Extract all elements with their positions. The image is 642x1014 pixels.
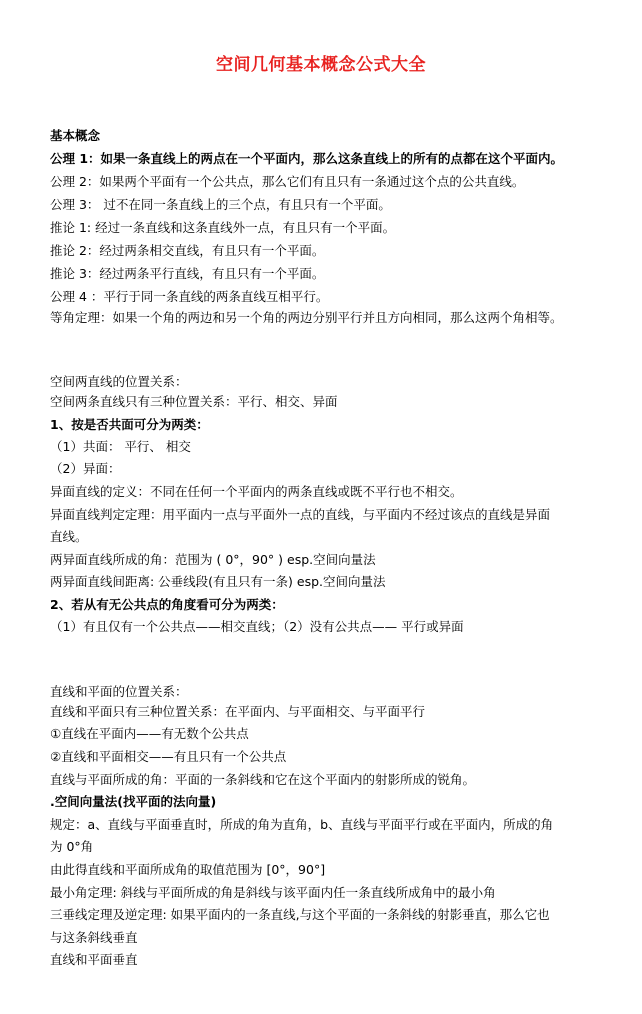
angle-rule-cont: 为 0°角 [50,839,94,854]
two-lines-relations: 空间两条直线只有三种位置关系：平行、相交、异面 [50,394,338,409]
line-plane-perpendicular: 直线和平面垂直 [50,952,138,967]
skew-distance: 两异面直线间距离: 公垂线段(有且只有一条) esp.空间向量法 [50,574,386,589]
line-in-plane: ①直线在平面内——有无数个公共点 [50,726,249,741]
section-heading-basic-concepts: 基本概念 [50,128,101,143]
equal-angle-theorem: 等角定理：如果一个角的两边和另一个角的两边分别平行并且方向相同，那么这两个角相等。 [50,310,563,325]
line-plane-relations: 直线和平面只有三种位置关系：在平面内、与平面相交、与平面平行 [50,704,426,719]
corollary-1: 推论 1: 经过一条直线和这条直线外一点，有且只有一个平面。 [50,220,396,235]
section-heading-two-lines: 空间两直线的位置关系： [50,374,188,389]
coplanar-item: （1）共面： 平行、 相交 [50,439,191,454]
section-heading-line-plane: 直线和平面的位置关系： [50,684,188,699]
skew-theorem-cont: 直线。 [50,529,88,544]
three-perpendicular-theorem: 三垂线定理及逆定理: 如果平面内的一条直线,与这个平面的一条斜线的射影垂直，那么它也 [50,907,550,922]
minimum-angle-theorem: 最小角定理: 斜线与平面所成的角是斜线与该平面内任一条直线所成角中的最小角 [50,885,496,900]
skew-angle: 两异面直线所成的角：范围为 ( 0°，90° ) esp.空间向量法 [50,552,376,567]
common-point-items: （1）有且仅有一个公共点——相交直线；（2）没有公共点—— 平行或异面 [50,619,464,634]
line-intersects-plane: ②直线和平面相交——有且只有一个公共点 [50,749,287,764]
angle-rule: 规定：a、直线与平面垂直时，所成的角为直角，b、直线与平面平行或在平面内，所成的角 [50,817,554,832]
vector-method: .空间向量法(找平面的法向量) [50,794,217,809]
classification-coplanar: 1、按是否共面可分为两类： [50,417,209,432]
classification-common-point: 2、若从有无公共点的角度看可分为两类： [50,597,284,612]
three-perpendicular-theorem-cont: 与这条斜线垂直 [50,930,138,945]
axiom-3: 公理 3： 过不在同一条直线上的三个点，有且只有一个平面。 [50,197,391,212]
axiom-1: 公理 1：如果一条直线上的两点在一个平面内，那么这条直线上的所有的点都在这个平面内。 [50,151,564,166]
axiom-4: 公理 4 ：平行于同一条直线的两条直线互相平行。 [50,289,329,304]
skew-theorem: 异面直线判定定理：用平面内一点与平面外一点的直线，与平面内不经过该点的直线是异面 [50,507,551,522]
corollary-2: 推论 2：经过两条相交直线，有且只有一个平面。 [50,243,325,258]
angle-range: 由此得直线和平面所成角的取值范围为 [0°，90°] [50,862,326,877]
skew-item: （2）异面： [50,461,121,476]
corollary-3: 推论 3：经过两条平行直线，有且只有一个平面。 [50,266,325,281]
axiom-2: 公理 2：如果两个平面有一个公共点，那么它们有且只有一条通过这个点的公共直线。 [50,174,525,189]
skew-definition: 异面直线的定义：不同在任何一个平面内的两条直线或既不平行也不相交。 [50,484,463,499]
line-plane-angle: 直线与平面所成的角：平面的一条斜线和它在这个平面内的射影所成的锐角。 [50,772,476,787]
document-title: 空间几何基本概念公式大全 [216,55,426,75]
